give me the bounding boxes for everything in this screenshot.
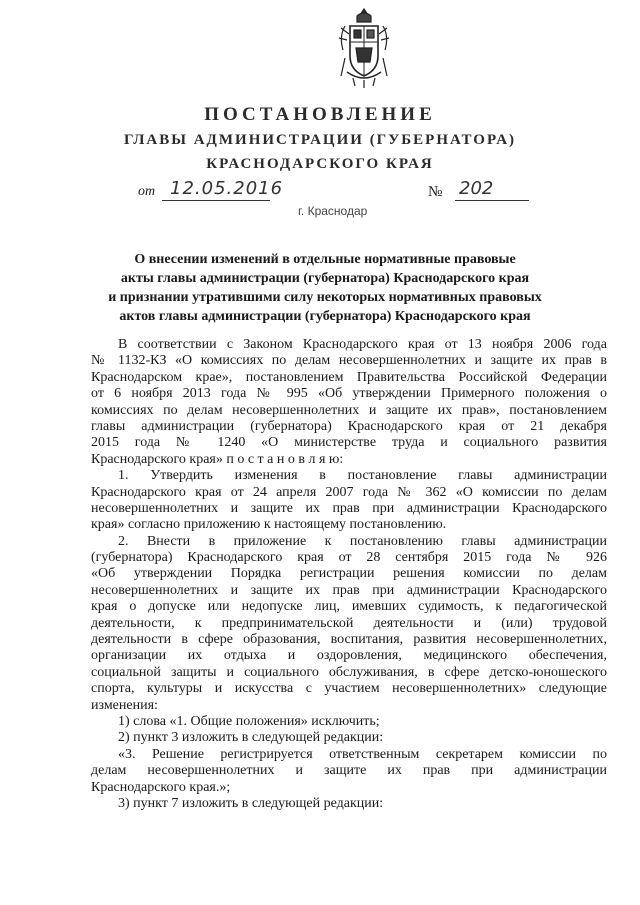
body-text-line: Краснодарского края» п о с т а н о в л я ю: bbox=[91, 451, 344, 467]
body-text-line: деятельности в сфере образования, воспитания, развития несовершеннолетних, bbox=[91, 632, 607, 648]
krasnodar-coat-of-arms-emblem bbox=[335, 6, 393, 90]
region-heading: КРАСНОДАРСКОГО КРАЯ bbox=[206, 156, 434, 172]
body-text-line: деятельности, к предпринимательской деятельности и (или) трудовой bbox=[91, 615, 607, 631]
body-text-line: 3) пункт 7 изложить в следующей редакции: bbox=[118, 795, 384, 811]
title-line: и признании утратившими силу некоторых нормативных правовых bbox=[108, 290, 542, 305]
city-label: г. Краснодар bbox=[298, 204, 368, 218]
body-text-line: Краснодарского края.»; bbox=[91, 779, 231, 795]
body-text-line: 1) слова «1. Общие положения» исключить; bbox=[118, 713, 380, 729]
body-text-line: «Об утверждении Порядка регистрации решения комиссии по делам bbox=[91, 566, 607, 582]
body-text-line: В соответствии с Законом Краснодарского края от 13 ноября 2006 года bbox=[118, 337, 607, 352]
body-text-line: 2. Внести в приложение к постановлению главы администрации bbox=[118, 533, 607, 549]
handwritten-number: 202 bbox=[455, 178, 529, 201]
body-text-line: изменения: bbox=[91, 697, 158, 713]
body-text-line: края» согласно приложению к настоящему постановлению. bbox=[91, 517, 447, 533]
document-body bbox=[91, 337, 607, 812]
body-text-line: «3. Решение регистрируется ответственным секретарем комиссии по bbox=[118, 746, 607, 762]
body-text-line: организации их отдыха и оздоровления, медицинского обеспечения, bbox=[91, 648, 607, 664]
body-text-line: от 6 ноября 2013 года № 995 «Об утверждении Примерного положения о bbox=[91, 386, 607, 402]
body-text-line: Краснодарском крае», постановлением Правительства Российской Федерации bbox=[91, 369, 607, 385]
body-text-line: 2015 года № 1240 «О министерстве труда и социального развития bbox=[91, 435, 607, 451]
body-text-line: делам несовершеннолетних и защите их прав при администрации bbox=[91, 763, 607, 779]
date-label: от bbox=[138, 184, 156, 199]
title-line: акты главы администрации (губернатора) Краснодарского края bbox=[120, 271, 530, 286]
body-text-line: несовершеннолетних и защите их прав при администрации Краснодарского bbox=[91, 582, 607, 598]
body-text-line: спорта, культуры и искусства с участием несовершеннолетних» следующие bbox=[91, 681, 607, 697]
body-text-line: социальной защиты и социального обслуживания, в сфере детско-юношеского bbox=[91, 664, 607, 680]
title-line: О внесении изменений в отдельные нормативные правовые bbox=[134, 252, 516, 267]
body-text-line: комиссиях по делам несовершеннолетних и защите их прав», постановлением bbox=[91, 402, 607, 418]
issuer-heading: ГЛАВЫ АДМИНИСТРАЦИИ (ГУБЕРНАТОРА) bbox=[123, 132, 517, 148]
body-text-line: (губернатора) Краснодарского края от 28 сентября 2015 года № 926 bbox=[91, 550, 607, 566]
body-text-line: несовершеннолетних и защите их прав при администрации Краснодарского bbox=[91, 500, 607, 516]
body-text-line: главы администрации (губернатора) Краснодарского края от 21 декабря bbox=[91, 418, 607, 434]
body-text-line: Краснодарского края от 24 апреля 2007 года № 362 «О комиссии по делам bbox=[91, 484, 607, 500]
handwritten-date: 12.05.2016 bbox=[162, 178, 270, 201]
body-text-line: 1. Утвердить изменения в постановление главы администрации bbox=[118, 468, 607, 484]
document-title bbox=[80, 250, 570, 326]
body-text-line: 2) пункт 3 изложить в следующей редакции: bbox=[118, 730, 384, 746]
document-type-heading: ПОСТАНОВЛЕНИЕ bbox=[204, 104, 436, 125]
title-line: актов главы администрации (губернатора) Краснодарского края bbox=[119, 309, 531, 324]
number-label: № bbox=[428, 184, 443, 200]
body-text-line: края о допуске или недопуске лиц, имевших судимость, к педагогической bbox=[91, 599, 607, 615]
body-text-line: № 1132-КЗ «О комиссиях по делам несовершеннолетних и защите их прав в bbox=[91, 353, 607, 369]
